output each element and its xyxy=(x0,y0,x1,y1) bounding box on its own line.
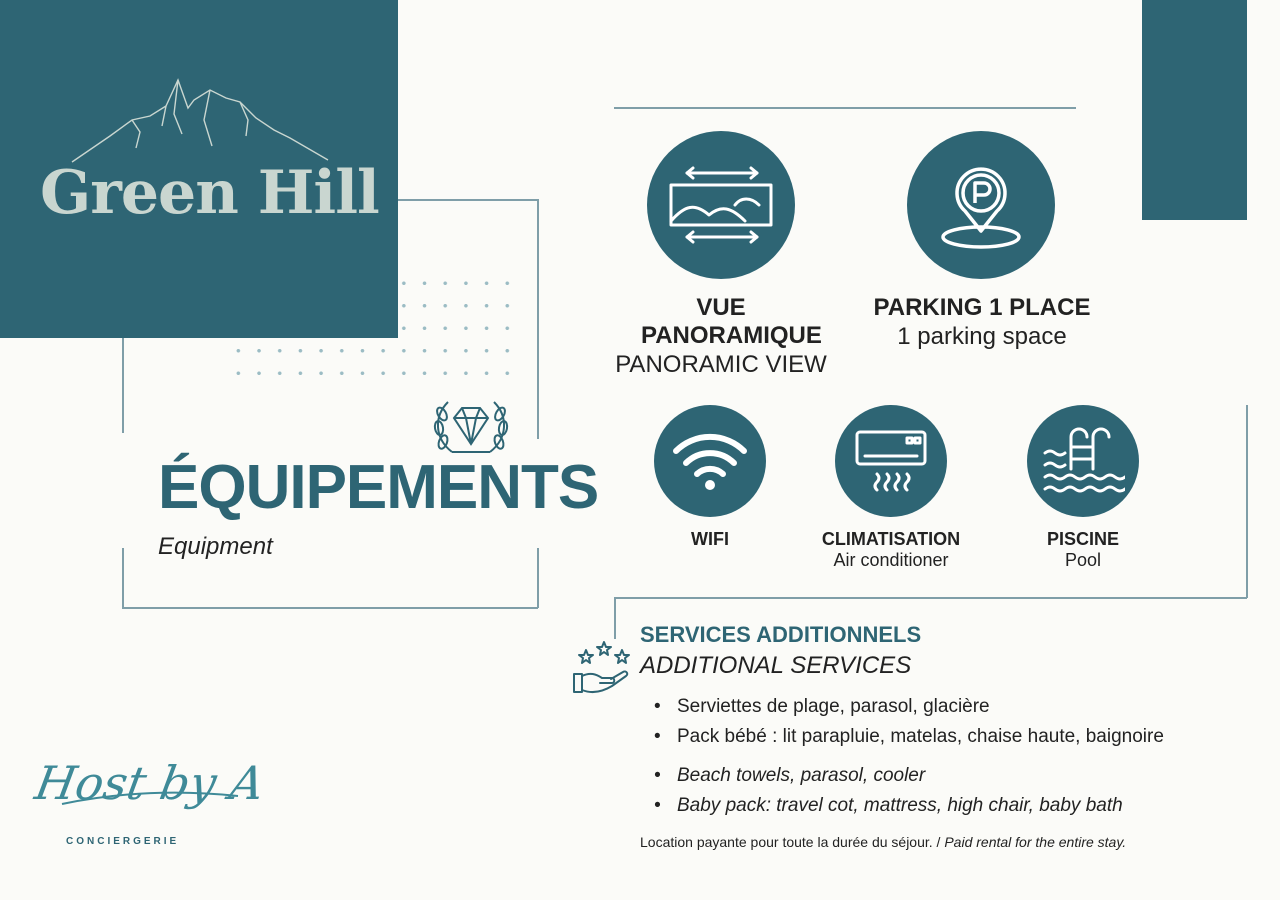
frame-line-right-bottom xyxy=(537,548,539,608)
hand-stars-icon xyxy=(570,640,632,696)
amenity-parking-title: PARKING 1 PLACE xyxy=(873,294,1091,321)
frame-line-left-top xyxy=(122,338,124,433)
rental-note xyxy=(640,834,1126,850)
air-conditioner-icon xyxy=(851,426,931,496)
logo-tagline: CONCIERGERIE xyxy=(66,836,180,847)
amenity-pool-label xyxy=(1013,528,1153,571)
amenity-ac-label xyxy=(801,528,981,571)
amenity-ac-title: CLIMATISATION xyxy=(821,529,961,549)
amenity-parking-label xyxy=(852,294,1112,352)
list-item: • Beach towels, parasol, cooler xyxy=(654,761,1123,791)
section-title: ÉQUIPEMENTS xyxy=(158,453,599,522)
list-item: • Baby pack: travel cot, mattress, high chair, baby bath xyxy=(654,791,1123,821)
frame-line-right-top xyxy=(537,199,539,439)
amenity-wifi-label xyxy=(640,528,780,550)
host-by-a-logo: Host by A xyxy=(31,756,269,810)
amenity-wifi-circle xyxy=(654,405,766,517)
services-left-line xyxy=(614,597,616,639)
services-list-fr xyxy=(654,692,1164,752)
brand-title: Green Hill xyxy=(40,158,379,228)
services-list-en xyxy=(654,761,1123,821)
services-subtitle: ADDITIONAL SERVICES xyxy=(640,652,912,679)
amenity-ac-circle xyxy=(835,405,947,517)
frame-line-bottom xyxy=(122,607,538,609)
list-item: • Pack bébé : lit parapluie, matelas, chaise haute, baignoire xyxy=(654,722,1164,752)
amenities-bottom-line xyxy=(614,597,1247,599)
parking-icon xyxy=(931,155,1031,255)
amenity-wifi-title: WIFI xyxy=(691,529,729,549)
pool-icon xyxy=(1041,421,1125,501)
list-item: • Serviettes de plage, parasol, glacière xyxy=(654,692,1164,722)
corner-accent-block xyxy=(1142,0,1247,220)
amenity-panoramic-circle xyxy=(647,131,795,279)
amenities-right-line xyxy=(1246,405,1248,598)
panorama-icon xyxy=(665,165,777,245)
services-title: SERVICES ADDITIONNELS xyxy=(640,622,922,647)
amenity-ac-subtitle: Air conditioner xyxy=(833,550,949,570)
amenity-pool-circle xyxy=(1027,405,1139,517)
frame-line-left-bottom xyxy=(122,548,124,608)
amenity-parking-subtitle: 1 parking space xyxy=(897,323,1067,350)
mountain-icon xyxy=(70,76,332,166)
section-subtitle: Equipment xyxy=(158,533,273,560)
amenity-panoramic-subtitle: PANORAMIC VIEW xyxy=(615,351,827,378)
amenity-pool-subtitle: Pool xyxy=(1064,550,1102,570)
amenity-panoramic-label xyxy=(596,294,846,380)
frame-line-top xyxy=(398,199,538,201)
amenity-parking-circle xyxy=(907,131,1055,279)
wifi-icon xyxy=(670,431,750,491)
logo-swash xyxy=(60,788,240,808)
amenities-top-line xyxy=(614,107,1076,109)
rental-note-fr: Location payante pour toute la durée du séjour. / xyxy=(640,834,941,850)
rental-note-en: Paid rental for the entire stay. xyxy=(944,834,1127,850)
amenity-panoramic-title: VUE PANORAMIQUE xyxy=(641,294,822,349)
amenity-pool-title: PISCINE xyxy=(1046,529,1120,549)
